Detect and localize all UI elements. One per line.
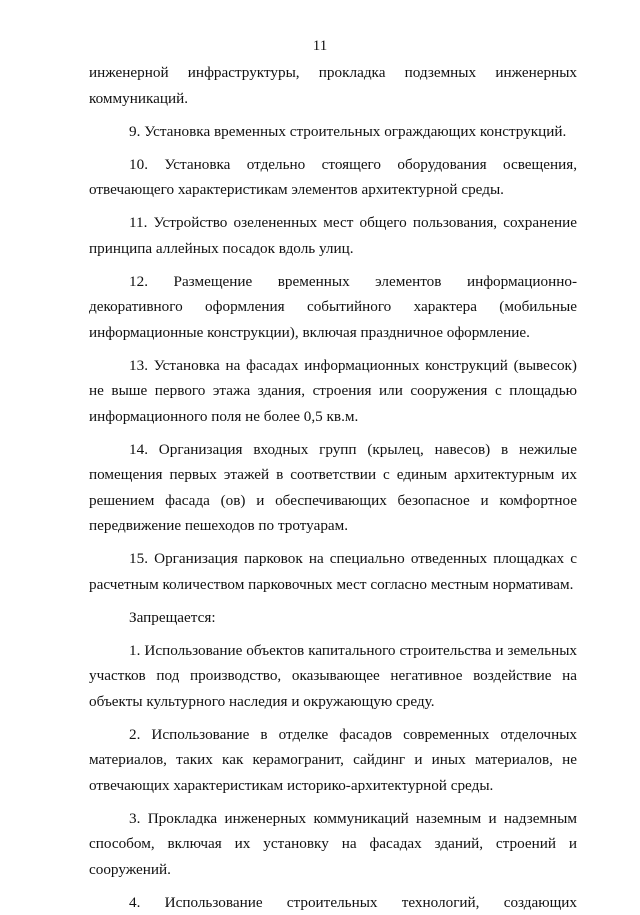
paragraph-item-12: 12. Размещение временных элементов информационно-декоративного оформления событийного характера (мобильные информационные конструкции), включая праздничное оформление. (89, 269, 577, 346)
paragraph-item-13: 13. Установка на фасадах информационных конструкций (вывесок) не выше первого этажа здания, строения или сооружения с площадью информационного поля не более 0,5 кв.м. (89, 353, 577, 430)
paragraph-item-15: 15. Организация парковок на специально отведенных площадках с расчетным количеством парковочных мест согласно местным нормативам. (89, 546, 577, 597)
paragraph-continuation: инженерной инфраструктуры, прокладка подземных инженерных коммуникаций. (89, 60, 577, 111)
prohibited-heading: Запрещается: (89, 605, 577, 631)
prohibited-item-3: 3. Прокладка инженерных коммуникаций наземным и надземным способом, включая их установку на фасадах зданий, строений и сооружений. (89, 806, 577, 883)
paragraph-item-10: 10. Установка отдельно стоящего оборудования освещения, отвечающего характеристикам элементов архитектурной среды. (89, 152, 577, 203)
document-body (89, 60, 577, 915)
paragraph-item-11: 11. Устройство озелененных мест общего пользования, сохранение принципа аллейных посадок вдоль улиц. (89, 210, 577, 261)
paragraph-item-14: 14. Организация входных групп (крылец, навесов) в нежилые помещения первых этажей в соответствии с единым архитектурным их решением фасада (ов) и обеспечивающих безопасное и комфортное передвижение пешеходов по тротуарам. (89, 437, 577, 539)
prohibited-item-4: 4. Использование строительных технологий, создающих (89, 890, 577, 915)
prohibited-item-2: 2. Использование в отделке фасадов современных отделочных материалов, таких как керамогранит, сайдинг и иных материалов, не отвечающих характеристикам историко-архитектурной среды. (89, 722, 577, 799)
paragraph-item-9: 9. Установка временных строительных ограждающих конструкций. (89, 119, 577, 145)
page-number: 11 (0, 38, 640, 55)
prohibited-item-1: 1. Использование объектов капитального строительства и земельных участков под производство, оказывающее негативное воздействие на объекты культурного наследия и окружающую среду. (89, 638, 577, 715)
